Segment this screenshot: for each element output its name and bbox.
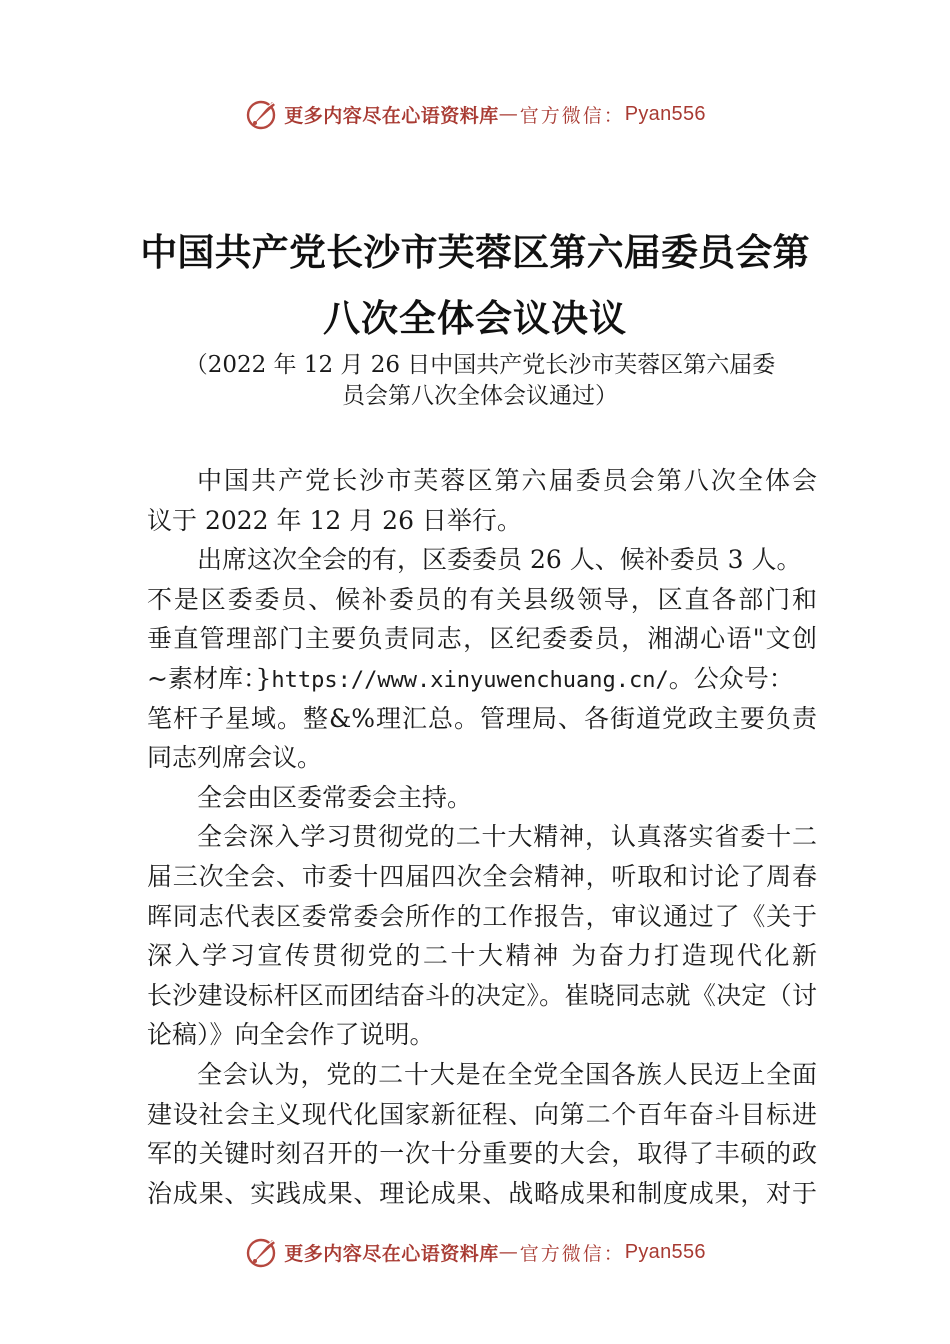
paragraph-line: 中国共产党长沙市芙蓉区第六届委员会第八次全体会 [197, 466, 817, 495]
banner-separator: — [498, 1241, 520, 1263]
banner-brand-text: 更多内容尽在心语资料库 [284, 1242, 499, 1265]
paragraph-line: 届三次全会、市委十四届四次全会精神，听取和讨论了周春 [147, 861, 817, 891]
paragraph-line: 全会由区委常委会主持。 [197, 782, 473, 812]
footer-banner [0, 1232, 950, 1272]
paragraph-line: 军的关键时刻召开的一次十分重要的大会，取得了丰硕的政 [147, 1139, 817, 1169]
paragraph-line: 建设社会主义现代化国家新征程、向第二个百年奋斗目标进 [147, 1099, 817, 1129]
banner-brand-text: 更多内容尽在心语资料库 [284, 104, 499, 127]
header-banner [0, 94, 950, 134]
document-title-line-1: 中国共产党长沙市芙蓉区第六届委员会第 [140, 230, 810, 274]
paragraph-line: 论稿）》向全会作了说明。 [147, 1020, 435, 1050]
paragraph-line: 全会认为，党的二十大是在全党全国各族人民迈上全面 [197, 1059, 817, 1089]
paragraph-line: 不是区委委员、候补委员的有关县级领导，区直各部门和 [147, 584, 817, 614]
banner-wechat-handle: Pyan556 [624, 102, 706, 125]
document-body [147, 461, 817, 1213]
banner-wechat-handle: Pyan556 [624, 1240, 706, 1263]
paragraph-line: 垂直管理部门主要负责同志，区纪委委员，湘湖心语"文创 [147, 624, 817, 654]
banner-wechat-label: 官方微信： [519, 1242, 625, 1265]
paragraph-line: 深入学习宣传贯彻党的二十大精神 为奋力打造现代化新 [147, 941, 817, 971]
paragraph-line: 出席这次全会的有，区委委员 26 人、候补委员 3 人。 [197, 545, 802, 575]
paragraph-line: 全会深入学习贯彻党的二十大精神，认真落实省委十二 [197, 822, 817, 852]
website-url-text: https://www.xinyuwenchuang.cn/ [271, 667, 669, 693]
paragraph-line: 治成果、实践成果、理论成果、战略成果和制度成果，对于 [147, 1178, 817, 1208]
paragraph-line: 议于 2022 年 12 月 26 日举行。 [147, 505, 522, 535]
paragraph-line: 笔杆子星域。整&%理汇总。管理局、各街道党政主要负责 [147, 703, 817, 733]
banner-wechat-label: 官方微信： [519, 104, 625, 127]
paragraph-line: 晖同志代表区委常委会所作的工作报告，审议通过了《关于 [147, 901, 817, 931]
document-title-line-2: 八次全体会议决议 [323, 296, 627, 340]
quill-pen-seal-icon [244, 96, 280, 132]
paragraph-line: 长沙建设标杆区而团结奋斗的决定》。崔晓同志就《决定（讨 [147, 980, 817, 1010]
banner-separator: — [498, 103, 520, 125]
paragraph-line: 同志列席会议。 [147, 743, 323, 773]
document-subtitle-line-1: （2022 年 12 月 26 日中国共产党长沙市芙蓉区第六届委 [184, 352, 776, 378]
document-subtitle-line-2: 员会第八次全体会议通过） [342, 383, 618, 409]
paragraph-text: ~素材库：} [147, 663, 272, 693]
quill-pen-seal-icon [244, 1234, 280, 1270]
paragraph-text: 。公众号： [668, 663, 794, 693]
paragraph-line [147, 659, 817, 699]
